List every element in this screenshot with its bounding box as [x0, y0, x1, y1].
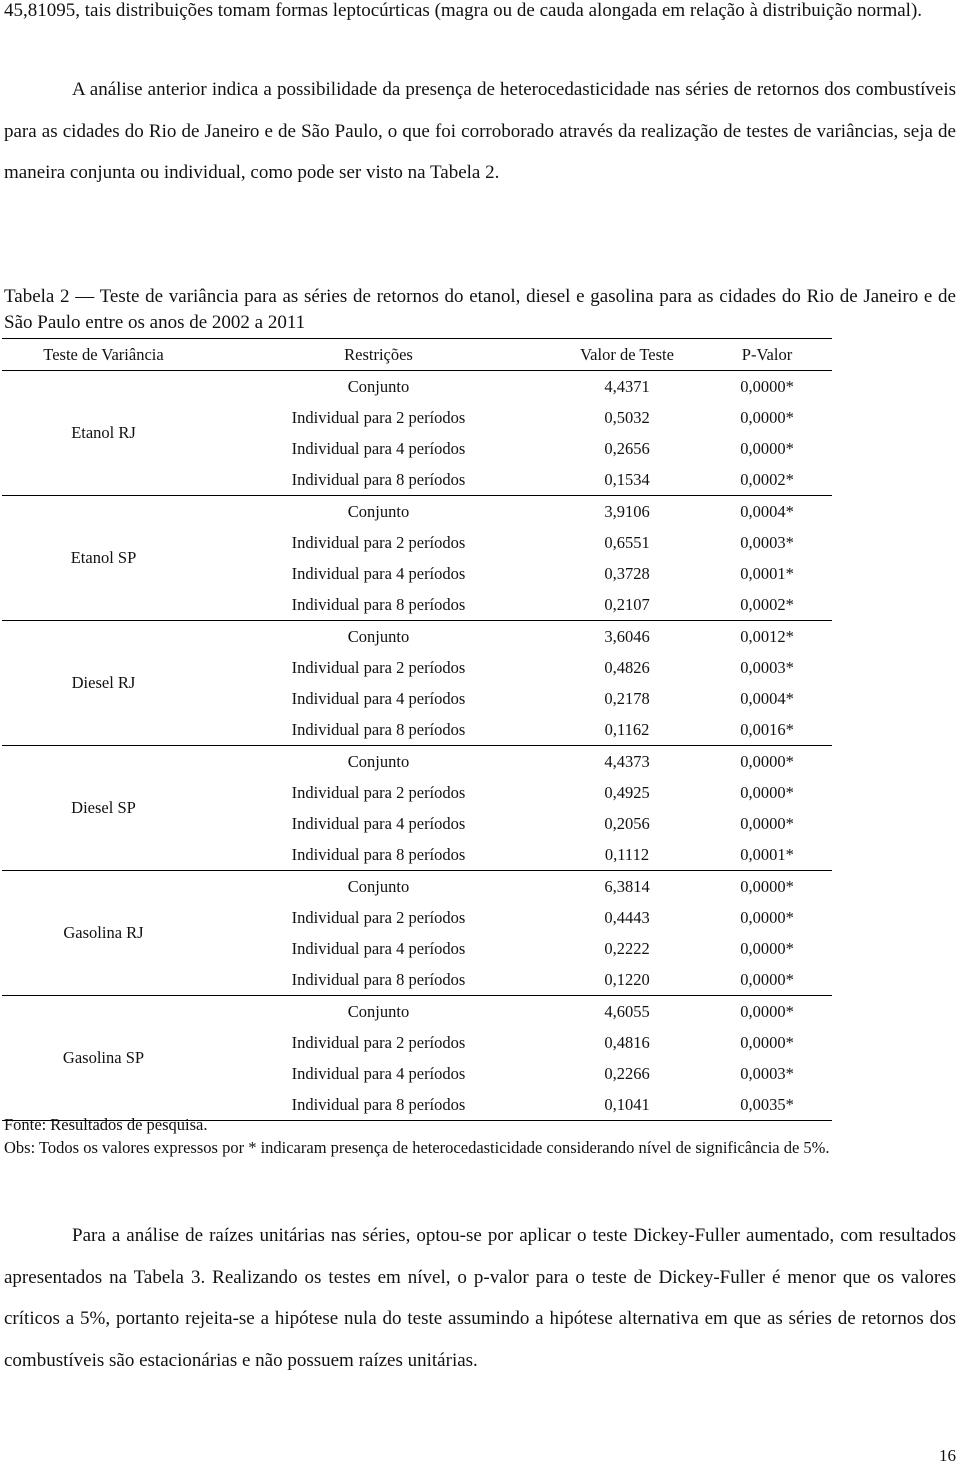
- p-valor-cell: 0,0003*: [740, 657, 794, 677]
- table-row: [2, 496, 832, 528]
- restricao-cell: Individual para 4 períodos: [291, 938, 466, 958]
- p-valor-cell: 0,0016*: [702, 714, 832, 746]
- valor-teste-cell: 0,4826: [604, 657, 650, 677]
- restricao-cell: Individual para 8 períodos: [205, 964, 552, 996]
- valor-teste-cell: 0,1534: [552, 464, 702, 496]
- p-valor-cell: 0,0012*: [740, 626, 794, 646]
- p-valor-cell: 0,0000*: [740, 1032, 794, 1052]
- fuel-city-cell: Gasolina RJ: [2, 871, 205, 996]
- fuel-city-cell: Etanol RJ: [2, 371, 205, 496]
- table-row: [2, 371, 832, 403]
- valor-teste-cell: 0,2266: [604, 1063, 650, 1083]
- fuel-city-cell: Diesel SP: [2, 746, 205, 871]
- valor-teste-cell: 0,6551: [604, 532, 650, 552]
- valor-teste-cell: 0,1162: [552, 714, 702, 746]
- page-number: 16: [939, 1446, 956, 1465]
- restricao-cell: Individual para 8 períodos: [205, 464, 552, 496]
- table-row: [2, 871, 832, 903]
- p-valor-cell: 0,0000*: [740, 1001, 794, 1021]
- restricao-cell: Individual para 4 períodos: [291, 813, 466, 833]
- restricao-cell: Individual para 4 períodos: [291, 688, 466, 708]
- p-valor-cell: 0,0002*: [702, 464, 832, 496]
- p-valor-cell: 0,0000*: [702, 964, 832, 996]
- restricao-cell: Individual para 2 períodos: [291, 657, 466, 677]
- table-body: [2, 371, 832, 1121]
- restricao-cell: Individual para 2 períodos: [291, 1032, 466, 1052]
- restricao-cell: Individual para 8 períodos: [205, 714, 552, 746]
- restricao-cell: Conjunto: [347, 1001, 410, 1021]
- p-valor-cell: 0,0000*: [740, 407, 794, 427]
- valor-teste-cell: 0,1112: [552, 839, 702, 871]
- table-row: [2, 621, 832, 653]
- valor-teste-cell: 0,4925: [604, 782, 650, 802]
- restricao-cell: Individual para 2 períodos: [291, 532, 466, 552]
- valor-teste-cell: 0,4443: [604, 907, 650, 927]
- p-valor-cell: 0,0000*: [740, 907, 794, 927]
- restricao-cell: Individual para 4 períodos: [291, 438, 466, 458]
- restricao-cell: Individual para 2 períodos: [291, 907, 466, 927]
- p-valor-cell: 0,0004*: [740, 501, 794, 521]
- restricao-cell: Individual para 8 períodos: [205, 839, 552, 871]
- p-valor-cell: 0,0003*: [740, 1063, 794, 1083]
- header-teste: Teste de Variância: [2, 339, 205, 371]
- valor-teste-cell: 3,9106: [604, 501, 650, 521]
- valor-teste-cell: 6,3814: [604, 876, 650, 896]
- fuel-city-cell: Gasolina SP: [2, 996, 205, 1121]
- p-valor-cell: 0,0002*: [702, 589, 832, 621]
- body-paragraph-1: 45,81095, tais distribuições tomam formas leptocúrticas (magra ou de cauda alongada em relação à distribuição normal).: [4, 0, 923, 21]
- p-valor-cell: 0,0000*: [740, 876, 794, 896]
- valor-teste-cell: 0,1041: [552, 1089, 702, 1121]
- table-row: [2, 996, 832, 1028]
- p-valor-cell: 0,0001*: [740, 563, 794, 583]
- restricao-cell: Individual para 4 períodos: [291, 563, 466, 583]
- valor-teste-cell: 4,4373: [604, 751, 650, 771]
- fuel-city-cell: Diesel RJ: [2, 621, 205, 746]
- table-row: [2, 746, 832, 778]
- valor-teste-cell: 0,2222: [604, 938, 650, 958]
- valor-teste-cell: 0,2178: [604, 688, 650, 708]
- restricao-cell: Individual para 4 períodos: [291, 1063, 466, 1083]
- table-header-row: [2, 339, 832, 371]
- valor-teste-cell: 0,4816: [604, 1032, 650, 1052]
- valor-teste-cell: 4,6055: [604, 1001, 650, 1021]
- p-valor-cell: 0,0003*: [740, 532, 794, 552]
- body-paragraph-2-text: A análise anterior indica a possibilidade da presença de heterocedasticidade nas séries de retornos dos combustíveis para as cidades do Rio de Janeiro e de São Paulo, o que foi corroborado através da realização de testes de variâncias, seja de maneira conjunta ou individual, como pode ser visto na Tabela 2.: [4, 79, 956, 183]
- restricao-cell: Conjunto: [347, 376, 410, 396]
- p-valor-cell: 0,0000*: [740, 938, 794, 958]
- p-valor-cell: 0,0035*: [702, 1089, 832, 1121]
- p-valor-cell: 0,0000*: [740, 438, 794, 458]
- p-valor-cell: 0,0004*: [740, 688, 794, 708]
- restricao-cell: Conjunto: [347, 626, 410, 646]
- restricao-cell: Individual para 8 períodos: [205, 1089, 552, 1121]
- restricao-cell: Conjunto: [347, 501, 410, 521]
- p-valor-cell: 0,0000*: [740, 751, 794, 771]
- table-note: Obs: Todos os valores expressos por * indicaram presença de heterocedasticidade considerando nível de significância de 5%.: [4, 1138, 830, 1157]
- valor-teste-cell: 0,2107: [552, 589, 702, 621]
- restricao-cell: Individual para 2 períodos: [291, 407, 466, 427]
- valor-teste-cell: 0,1220: [552, 964, 702, 996]
- p-valor-cell: 0,0000*: [740, 376, 794, 396]
- table-source: Fonte: Resultados de pesquisa.: [4, 1115, 208, 1134]
- p-valor-cell: 0,0001*: [702, 839, 832, 871]
- variance-test-table: [2, 338, 832, 1121]
- fuel-city-cell: Etanol SP: [2, 496, 205, 621]
- valor-teste-cell: 0,3728: [604, 563, 650, 583]
- restricao-cell: Conjunto: [347, 876, 410, 896]
- valor-teste-cell: 0,2656: [604, 438, 650, 458]
- valor-teste-cell: 0,2056: [604, 813, 650, 833]
- body-paragraph-3: [4, 1215, 956, 1381]
- body-paragraph-3-text: Para a análise de raízes unitárias nas séries, optou-se por aplicar o teste Dickey-Fuller aumentado, com resultados apresentados na Tabela 3. Realizando os testes em nível, o p-valor para o teste de Dickey-Fuller é menor que os valores críticos a 5%, portanto rejeita-se a hipótese nula do teste assumindo a hipótese alternativa em que as séries de retornos dos combustíveis são estacionárias e não possuem raízes unitárias.: [4, 1225, 956, 1371]
- restricao-cell: Individual para 2 períodos: [291, 782, 466, 802]
- valor-teste-cell: 4,4371: [604, 376, 650, 396]
- header-pvalor: P-Valor: [702, 339, 832, 371]
- valor-teste-cell: 0,5032: [604, 407, 650, 427]
- p-valor-cell: 0,0000*: [740, 813, 794, 833]
- restricao-cell: Conjunto: [347, 751, 410, 771]
- valor-teste-cell: 3,6046: [604, 626, 650, 646]
- table-caption: Tabela 2 ― Teste de variância para as séries de retornos do etanol, diesel e gasolina para as cidades do Rio de Janeiro e de São Paulo entre os anos de 2002 a 2011: [4, 286, 956, 333]
- header-restricoes: Restrições: [205, 339, 552, 371]
- restricao-cell: Individual para 8 períodos: [205, 589, 552, 621]
- body-paragraph-2: [4, 69, 956, 194]
- p-valor-cell: 0,0000*: [740, 782, 794, 802]
- header-valor: Valor de Teste: [552, 339, 702, 371]
